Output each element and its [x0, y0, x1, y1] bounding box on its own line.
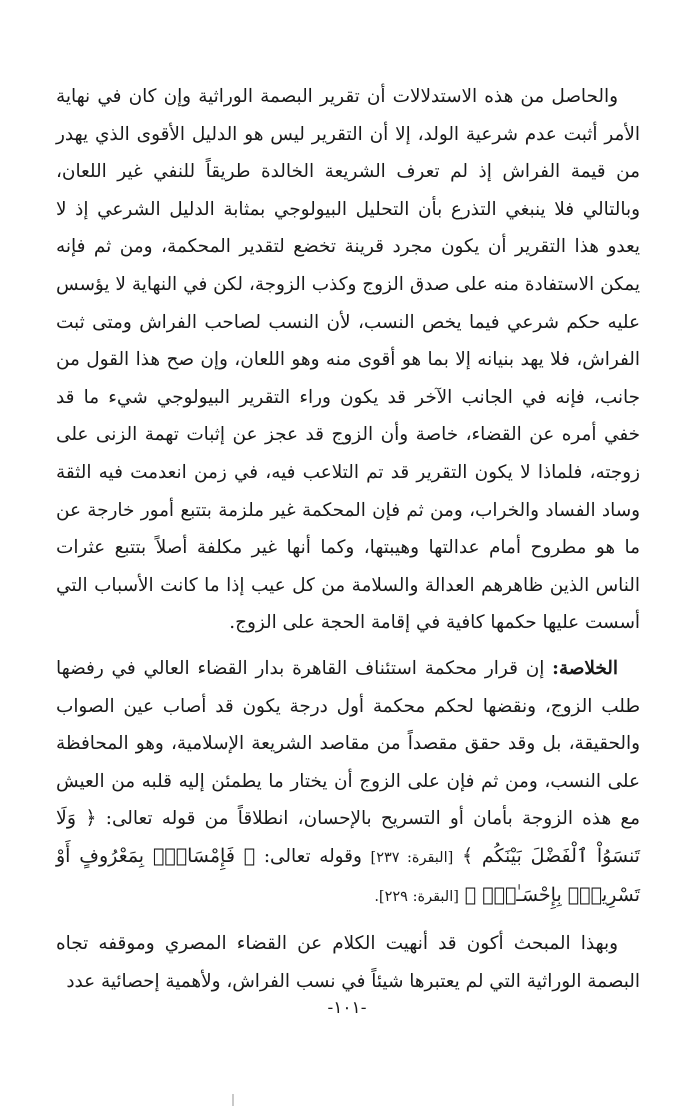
scan-artifact-mark [232, 1094, 234, 1106]
paragraph-conclusion-argument: والحاصل من هذه الاستدلالات أن تقرير البصمة الوراثية وإن كان في نهاية الأمر أثبت عدم شرعية الولد، إلا أن التقرير ليس هو الدليل الأقوى الذي يهدر من قيمة الفراش إذ لم تعرف الشريعة الخالدة طريقاً للنفي غير اللعان، وبالتالي فلا ينبغي التذرع بأن التحليل البيولوجي بمثابة الدليل الشرعي إذ لا يعدو هذا التقرير أن يكون مجرد قرينة تخضع لتقدير المحكمة، ومن ثم فإنه يمكن الاستفادة منه على صدق الزوج وكذب الزوجة، لكن في النهاية لا يؤسس عليه حكم شرعي فيما يخص النسب، لأن النسب لصاحب الفراش ومتى ثبت الفراش، فلا يهد بنيانه إلا بما هو أقوى منه وهو اللعان، وإن صح هذا القول من جانب، فإنه في الجانب الآخر قد يكون وراء التقرير البيولوجي شيء ما قد خفي أمره عن القضاء، خاصة وأن الزوج قد عجز عن إثبات تهمة الزنى على زوجته، فلماذا لا يكون التقرير قد تم التلاعب فيه، في زمن انعدمت فيه الثقة وساد الفساد والخراب، ومن ثم فإن المحكمة غير ملزمة بتتبع أمور خارجة عن ما هو مطروح أمام عدالتها وهيبتها، وكما أنها غير مكلفة أصلاً بتتبع عثرات الناس الذين ظاهرهم العدالة والسلامة من كل عيب إذا ما كانت الأسباب التي أسست عليها حكمها كافية في إقامة الحجة على الزوج. [56, 86, 640, 634]
quran-reference-1: [البقرة: ٢٣٧] [370, 849, 454, 866]
summary-connector: وقوله تعالى: [263, 845, 362, 867]
quran-reference-2: [البقرة: ٢٢٩]. [374, 889, 459, 906]
paragraph-summary [56, 650, 640, 917]
document-body [56, 78, 640, 1000]
paragraph-closing: وبهذا المبحث أكون قد أنهيت الكلام عن القضاء المصري وموقفه تجاه البصمة الوراثية التي لم يعتبرها شيئاً في نسب الفراش، ولأهمية إحصائية عدد [56, 933, 640, 992]
summary-text: إن قرار محكمة استئناف القاهرة بدار القضاء العالي في رفضها طلب الزوج، ونقضها لحكم محكمة أول درجة يكون قد أصاب عين الصواب والحقيقة، بل وقد حقق مقصداً من مقاصد الشريعة الإسلامية، وهو المحافظة على النسب، ومن ثم فإن على الزوج أن يختار ما يطمئن إليه قلبه من العيش مع هذه الزوجة بأمان أو التسريح بالإحسان، انطلاقاً من قوله تعالى: [56, 657, 640, 830]
summary-label: الخلاصة: [552, 657, 618, 679]
quran-quote-1: ﴿ وَلَا تَنسَوُاْ ٱلْفَضْلَ بَيْنَكُم ﴾ [56, 807, 640, 867]
quran-quote-2: ﴿ فَإِمْسَاكُۢ بِمَعْرُوفٍ أَوْ تَسْرِيحُۢ بِإِحْسَـٰنٍۗ ﴾ [56, 844, 640, 907]
page-number: -١٠١- [327, 998, 367, 1018]
